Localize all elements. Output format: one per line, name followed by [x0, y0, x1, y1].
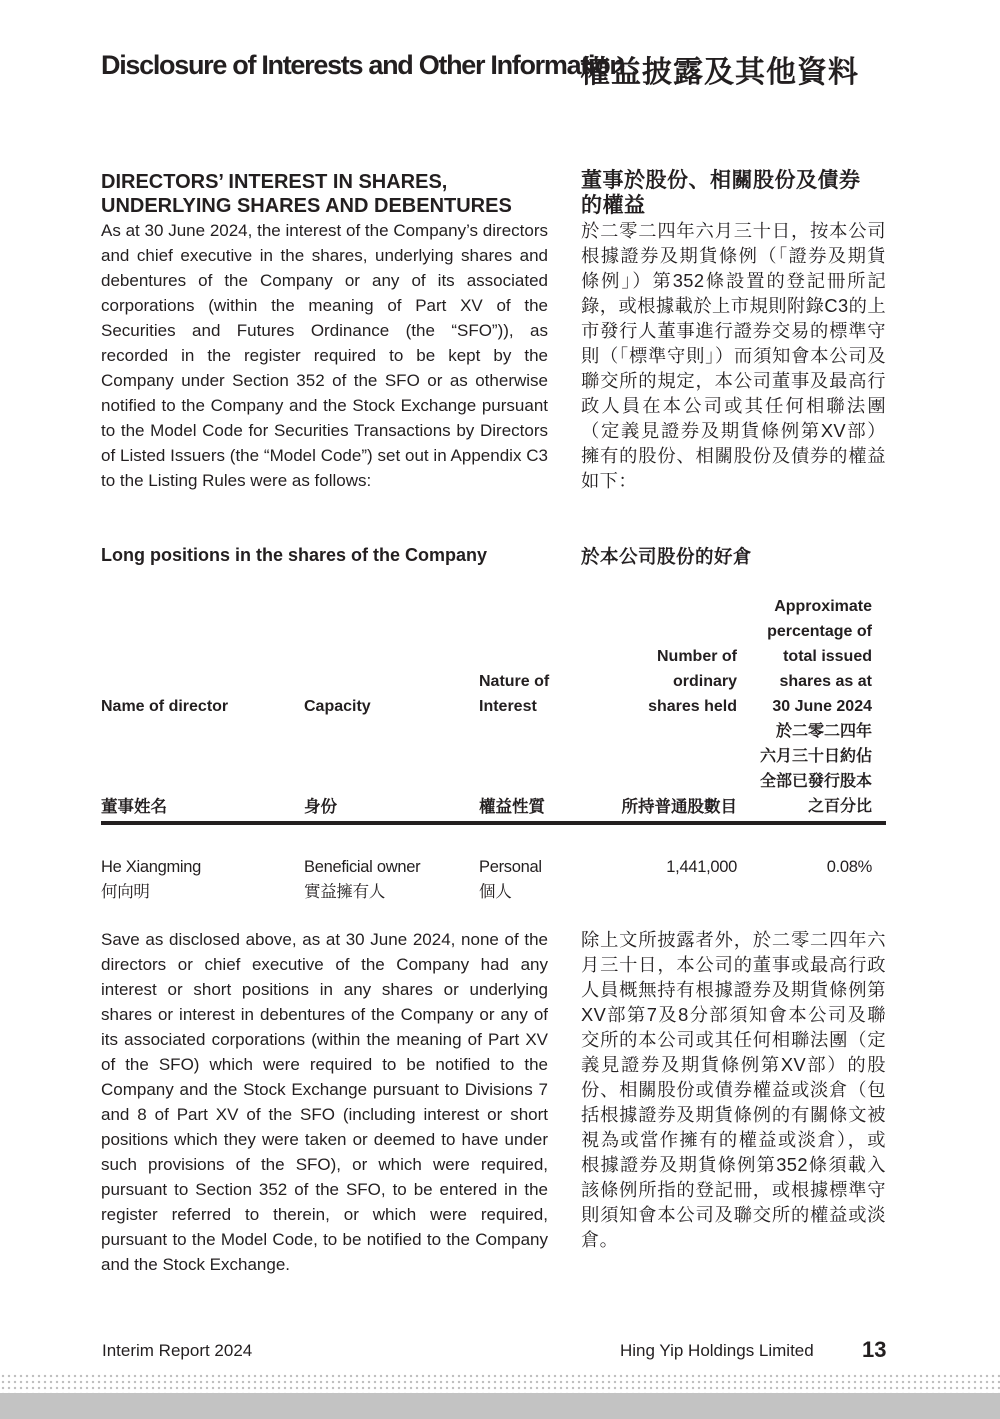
section-heading-zh: [581, 168, 891, 218]
subheading-en: Long positions in the shares of the Company: [101, 545, 488, 565]
cell-shares: 1,441,000: [666, 858, 737, 876]
closing-paragraph-en: Save as disclosed above, as at 30 June 2024, none of the directors or chief executive of the Company had any interest or short positions in any shares or underlying shares or interest in debentures of the Company or any of its associated corporations (within the meaning of Part XV of the SFO) which were required to be notified to the Company and the Stock Exchange pursuant to Divisions 7 and 8 of Part XV of the SFO (including interest or short positions which they were taken or deemed to have under such provisions of the SFO), or which were required, pursuant to Section 352 of the SFO, to be entered in the register referred to therein, or which were required, pursuant to the Model Code, to be notified to the Company and the Stock Exchange.: [101, 930, 548, 1274]
cell-capacity: [304, 855, 420, 905]
page-number: 13: [862, 1337, 887, 1362]
cell-name: [101, 855, 201, 905]
col-header-pct-en-line1: Approximate: [774, 598, 872, 615]
col-header-shares-en-line3: shares held: [648, 698, 737, 715]
subheading-zh: 於本公司股份的好倉: [581, 546, 753, 567]
col-header-shares-en-line2: ordinary: [672, 673, 737, 690]
cell-nature-en: Personal: [479, 858, 542, 876]
col-header-pct-en-line5: 30 June 2024: [772, 698, 872, 715]
col-header-nature-en-line1: Nature of: [479, 673, 550, 690]
col-header-nature-zh: 權益性質: [479, 798, 545, 816]
cell-nature: [479, 855, 542, 905]
intro-paragraph-en: As at 30 June 2024, the interest of the Company’s directors and chief executive in the shares, underlying shares and debentures of the Company or any of its associated corporations (within the meaning of Part XV of the Securities and Futures Ordinance (the “SFO”)), as recorded in the register required to be kept by the Company under Section 352 of the SFO or as otherwise notified to the Company and the Stock Exchange pursuant to the Model Code for Securities Transactions by Directors of Listed Issuers (the “Model Code”) set out in Appendix C3 to the Listing Rules were as follows:: [101, 221, 548, 490]
section-heading-en-line1: DIRECTORS’ INTEREST IN SHARES,: [101, 171, 448, 193]
closing-paragraph-zh: 除上文所披露者外，於二零二四年六月三十日，本公司的董事或最高行政人員概無持有根據證券及期貨條例第XV部第7及8分部須知會本公司及聯交所的本公司或其任何相聯法團（定義見證券及期貨條例第XV部）的股份、相關股份或債券權益或淡倉（包括根據證券及期貨條例的有關條文被視為或當作擁有的權益或淡倉），或根據證券及期貨條例第352條須載入該條例所指的登記冊，或根據標準守則須知會本公司及聯交所的權益或淡倉。: [581, 929, 886, 1250]
col-header-shares-zh: 所持普通股數目: [621, 798, 737, 816]
section-heading-en-line2: UNDERLYING SHARES AND DEBENTURES: [101, 195, 512, 217]
cell-pct: 0.08%: [826, 858, 872, 876]
intro-paragraph-zh: 於二零二四年六月三十日，按本公司根據證券及期貨條例（「證券及期貨條例」）第352條設置的登記冊所記錄，或根據載於上市規則附錄C3的上市發行人董事進行證券交易的標準守則（「標準守則」）而須知會本公司及聯交所的規定，本公司董事及最高行政人員在本公司或其任何相聯法團（定義見證券及期貨條例第XV部）擁有的股份、相關股份及債券的權益如下：: [581, 220, 886, 491]
cell-nature-zh: 個人: [479, 883, 512, 901]
col-header-name-en: Name of director: [101, 698, 229, 715]
col-header-shares-en: [600, 644, 737, 719]
col-header-pct-en-line3: total issued: [783, 648, 872, 665]
col-header-nature-en-line2: Interest: [479, 698, 537, 715]
footer-dot-pattern: [0, 1373, 1000, 1393]
section-heading-en: [101, 170, 561, 218]
cell-capacity-zh: 實益擁有人: [304, 883, 386, 901]
col-header-capacity-zh: 身份: [304, 798, 337, 816]
cell-name-zh: 何向明: [101, 883, 150, 901]
col-header-name-zh: 董事姓名: [101, 798, 167, 816]
col-header-capacity-en: Capacity: [304, 698, 371, 715]
col-header-shares-en-line1: Number of: [657, 648, 737, 665]
cell-name-en: He Xiangming: [101, 858, 202, 876]
table-header-rule: [101, 821, 886, 825]
col-header-pct-zh-line4: 之百分比: [807, 798, 872, 815]
footer-company-name: Hing Yip Holdings Limited: [620, 1341, 814, 1360]
col-header-pct: [730, 594, 872, 819]
col-header-pct-en-line4: shares as at: [779, 673, 872, 690]
col-header-pct-zh-line2: 六月三十日約佔: [759, 748, 872, 765]
col-header-nature-en: [479, 669, 549, 719]
section-heading-zh-line1: 董事於股份、相關股份及債券: [581, 169, 861, 192]
col-header-pct-zh-line3: 全部已發行股本: [759, 773, 872, 790]
footer-report-name: Interim Report 2024: [102, 1341, 253, 1360]
section-heading-zh-line2: 的權益: [581, 194, 646, 217]
col-header-pct-zh-line1: 於二零二四年: [775, 723, 872, 740]
page-title-zh: 權益披露及其他資料: [580, 56, 859, 89]
footer-grey-band: [0, 1393, 1000, 1419]
page-title-en: Disclosure of Interests and Other Information: [101, 50, 625, 80]
col-header-pct-en-line2: percentage of: [767, 623, 872, 640]
cell-capacity-en: Beneficial owner: [304, 858, 421, 876]
